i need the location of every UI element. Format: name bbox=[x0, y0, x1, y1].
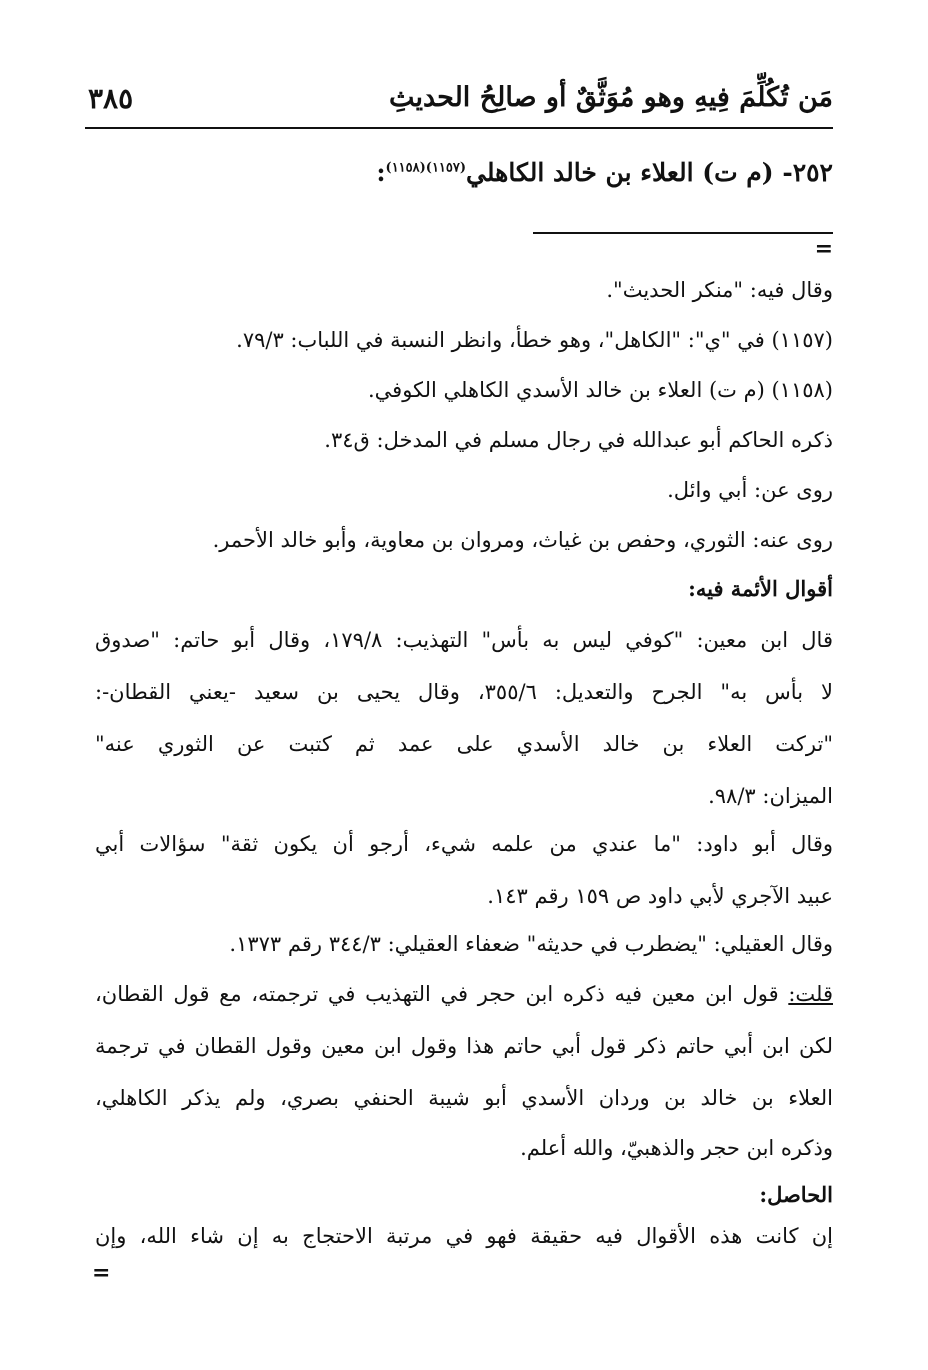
footnote-1158: (١١٥٨) (م ت) العلاء بن خالد الأسدي الكاهلي الكوفي. bbox=[367, 378, 833, 402]
entry-heading bbox=[376, 158, 833, 187]
qultu-label: قلت: bbox=[788, 982, 833, 1006]
qultu-text-1: قول ابن معين فيه ذكره ابن حجر في التهذيب في ترجمته، مع قول القطان، bbox=[95, 982, 779, 1006]
hasil-heading: الحاصل: bbox=[759, 1182, 833, 1207]
ibn-main-line-2: لا بأس به" الجرح والتعديل: ٣٥٥/٦، وقال يحيى بن سعيد -يعني القطان-: bbox=[95, 680, 833, 704]
qultu-line-4: وذكره ابن حجر والذهبيّ، والله أعلم. bbox=[520, 1136, 833, 1160]
entry-colon: : bbox=[376, 158, 386, 187]
entry-footnote-refs: (١١٥٧)(١١٥٨) bbox=[385, 160, 467, 176]
abu-dawud-line-2: عبيد الآجري لأبي داود ص ١٥٩ رقم ١٤٣. bbox=[487, 884, 833, 908]
footnote-rule bbox=[533, 232, 833, 234]
running-title: مَن تُكُلِّمَ فِيهِ وهو مُوَثَّقٌ أو صالِحُ الحديثِ bbox=[388, 82, 833, 113]
continuation-mark-top: = bbox=[814, 236, 833, 262]
header-rule bbox=[85, 127, 833, 129]
page-number: ٣٨٥ bbox=[88, 82, 134, 115]
continuation-mark-bottom: = bbox=[92, 1260, 111, 1286]
ibn-main-line-3: "تركت العلاء بن خالد الأسدي على عمد ثم كتبت عن الثوري عنه" bbox=[95, 732, 833, 756]
ibn-main-line-4: الميزان: ٩٨/٣. bbox=[708, 784, 833, 808]
qultu-line-3: العلاء بن خالد بن وردان الأسدي أبو شيبة الحنفي بصري، ولم يذكر الكاهلي، bbox=[95, 1086, 833, 1110]
footnote-rawa-an: روى عن: أبي وائل. bbox=[667, 478, 833, 502]
entry-title: ٢٥٢- (م ت) العلاء بن خالد الكاهلي bbox=[466, 158, 833, 187]
hasil-line-1: إن كانت هذه الأقوال فيه حقيقة فهو في مرتبة الاحتجاج به إن شاء الله، وإن bbox=[95, 1224, 833, 1248]
uqayli-line: وقال العقيلي: "يضطرب في حديثه" ضعفاء العقيلي: ٣٤٤/٣ رقم ١٣٧٣. bbox=[229, 932, 833, 956]
ibn-main-line-1: قال ابن معين: "كوفي ليس به بأس" التهذيب: ١٧٩/٨، وقال أبو حاتم: "صدوق bbox=[95, 628, 833, 652]
abu-dawud-line-1: وقال أبو داود: "ما عندي من علمه شيء، أرجو أن يكون ثقة" سؤالات أبي bbox=[95, 832, 833, 856]
footnote-continued: وقال فيه: "منكر الحديث". bbox=[606, 278, 833, 302]
qultu-line-1 bbox=[95, 982, 833, 1006]
aqwal-heading: أقوال الأئمة فيه: bbox=[688, 576, 833, 601]
qultu-line-2: لكن ابن أبي حاتم ذكر قول أبي حاتم هذا وقول ابن معين وقول القطان في ترجمة bbox=[95, 1034, 833, 1058]
footnote-hakim: ذكره الحاكم أبو عبدالله في رجال مسلم في المدخل: ق٣٤. bbox=[324, 428, 833, 452]
footnote-rawa-anhu: روى عنه: الثوري، وحفص بن غياث، ومروان بن معاوية، وأبو خالد الأحمر. bbox=[212, 528, 833, 552]
footnote-1157: (١١٥٧) في "ي": "الكاهل"، وهو خطأ، وانظر النسبة في اللباب: ٧٩/٣. bbox=[236, 328, 833, 352]
